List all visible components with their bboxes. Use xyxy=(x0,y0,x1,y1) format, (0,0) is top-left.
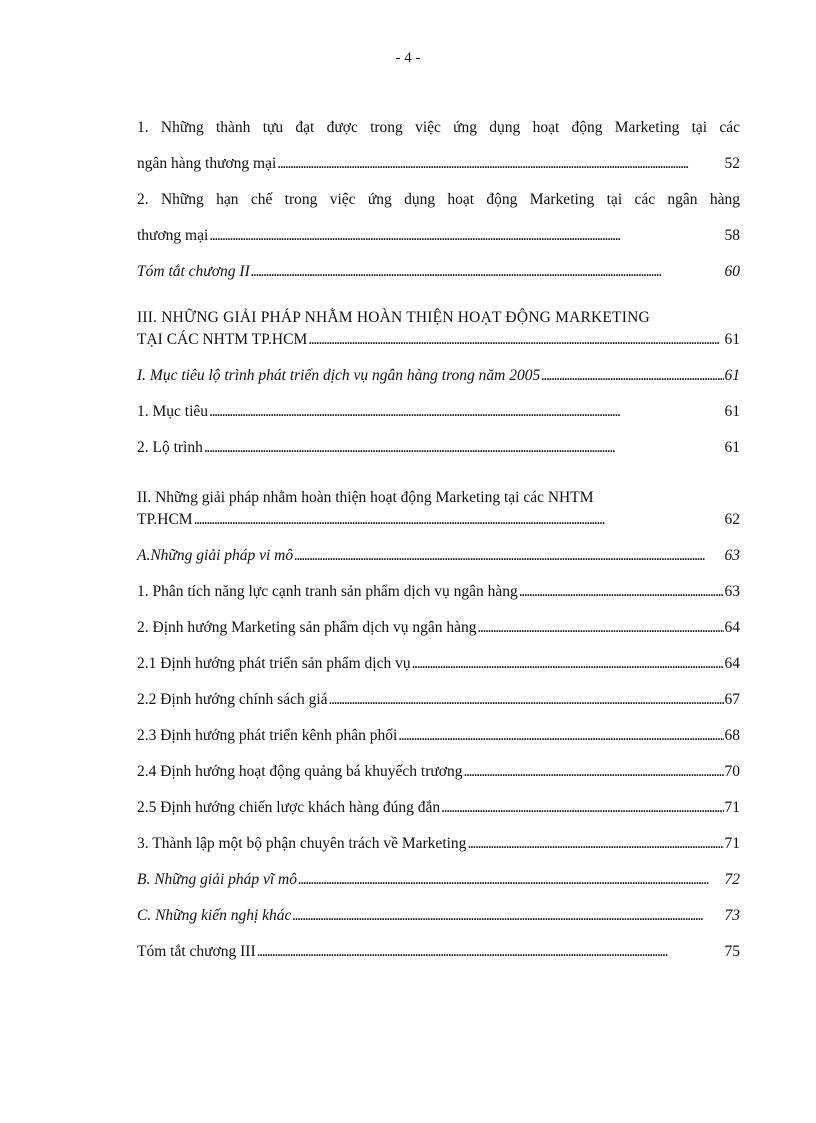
dot-leader xyxy=(477,618,723,638)
toc-entry[interactable] xyxy=(137,366,740,402)
toc-entry-line: 1. Những thành tựu đạt được trong việc ứng dụng hoạt động Marketing tại các xyxy=(137,119,740,136)
toc-entry-label: TẠI CÁC NHTM TP.HCM xyxy=(137,331,308,348)
toc-entry[interactable] xyxy=(137,618,740,654)
toc-entry-label: 2.5 Định hướng chiến lược khách hàng đúng đắn xyxy=(137,799,441,816)
toc-entry-line: 2. Những hạn chế trong việc ứng dụng hoạt động Marketing tại các ngân hàng xyxy=(137,191,740,208)
dot-leader xyxy=(257,942,724,962)
dot-leader xyxy=(412,654,724,674)
toc-entry xyxy=(137,510,740,546)
toc-page-number: 71 xyxy=(724,799,740,816)
toc-entry-label: I. Mục tiêu lộ trình phát triển dịch vụ ngân hàng trong năm 2005 xyxy=(137,367,541,384)
toc-page-number: 73 xyxy=(724,907,740,924)
toc-entry[interactable] xyxy=(137,154,740,190)
toc-entry-label: B. Những giải pháp vĩ mô xyxy=(137,871,298,888)
toc-entry-label: thương mại xyxy=(137,227,209,244)
toc-page-number: 63 xyxy=(724,583,740,600)
toc-entry[interactable] xyxy=(137,402,740,438)
toc-section-heading[interactable] xyxy=(137,488,740,546)
toc-entry-label: 1. Mục tiêu xyxy=(137,403,209,420)
toc-page-number: 71 xyxy=(724,835,740,852)
toc-entry-label: 1. Phân tích năng lực cạnh tranh sản phẩm dịch vụ ngân hàng xyxy=(137,583,518,600)
dot-leader xyxy=(467,834,723,854)
toc-entry[interactable] xyxy=(137,942,740,978)
toc-page-number: 64 xyxy=(724,619,740,636)
toc-entry-line: III. NHỮNG GIẢI PHÁP NHẰM HOÀN THIỆN HOẠT ĐỘNG MARKETING xyxy=(137,309,650,326)
toc-entry-line: II. Những giải pháp nhằm hoàn thiện hoạt động Marketing tại các NHTM xyxy=(137,489,594,506)
toc-entry-label: 2.1 Định hướng phát triển sản phẩm dịch vụ xyxy=(137,655,411,672)
dot-leader xyxy=(204,438,724,458)
toc-entry-label: 2.2 Định hướng chính sách giá xyxy=(137,691,328,708)
toc-entry[interactable] xyxy=(137,262,740,298)
toc-page-number: 61 xyxy=(724,403,740,420)
toc-entry-label: A.Những giải pháp vi mô xyxy=(137,547,294,564)
toc-page-number: 62 xyxy=(724,511,740,528)
toc-page-number: 58 xyxy=(724,227,740,244)
dot-leader xyxy=(251,262,724,282)
toc-entry-label: 2. Lộ trình xyxy=(137,439,203,456)
toc-entry[interactable] xyxy=(137,798,740,834)
toc-entry[interactable] xyxy=(137,582,740,618)
toc-entry[interactable] xyxy=(137,834,740,870)
toc-entry-label: 2.3 Định hướng phát triển kênh phân phối xyxy=(137,727,398,744)
dot-leader xyxy=(292,906,723,926)
toc-page-number: 61 xyxy=(724,439,740,456)
toc-page-number: 61 xyxy=(724,331,740,348)
toc-page-number: 61 xyxy=(724,367,740,384)
dot-leader xyxy=(541,366,723,386)
toc-entry-label: TP.HCM xyxy=(137,511,193,528)
dot-leader xyxy=(209,226,723,246)
toc-page-number: 52 xyxy=(724,155,740,172)
toc-page-number: 67 xyxy=(724,691,740,708)
dot-leader xyxy=(194,510,724,530)
page-number: - 4 - xyxy=(395,50,421,66)
toc-page-number: 60 xyxy=(724,263,740,280)
toc-chapter-heading[interactable] xyxy=(137,308,740,366)
toc-entry-label: Tóm tắt chương III xyxy=(137,943,256,960)
toc-entry-label: Tóm tắt chương II xyxy=(137,263,250,280)
toc-page-number: 75 xyxy=(724,943,740,960)
toc-entry[interactable] xyxy=(137,870,740,906)
dot-leader xyxy=(209,402,723,422)
toc-entry[interactable] xyxy=(137,726,740,762)
dot-leader xyxy=(298,870,723,890)
toc-entry[interactable] xyxy=(137,438,740,474)
toc-entry-label: 3. Thành lập một bộ phận chuyên trách về Marketing xyxy=(137,835,467,852)
toc-entry[interactable] xyxy=(137,654,740,690)
toc-entry[interactable] xyxy=(137,690,740,726)
toc-page-number: 64 xyxy=(724,655,740,672)
dot-leader xyxy=(441,798,723,818)
dot-leader xyxy=(329,690,724,710)
dot-leader xyxy=(308,330,723,350)
toc-page-number: 68 xyxy=(724,727,740,744)
toc-entry-label: 2.4 Định hướng hoạt động quảng bá khuyếch trương xyxy=(137,763,463,780)
dot-leader xyxy=(519,582,724,602)
toc-page-number: 70 xyxy=(724,763,740,780)
dot-leader xyxy=(277,154,723,174)
dot-leader xyxy=(464,762,724,782)
dot-leader xyxy=(398,726,723,746)
toc-entry[interactable] xyxy=(137,906,740,942)
toc-entry xyxy=(137,330,740,366)
toc-page-number: 72 xyxy=(724,871,740,888)
toc-entry-label: ngân hàng thương mại xyxy=(137,155,277,172)
toc-entry[interactable] xyxy=(137,762,740,798)
toc-entry[interactable] xyxy=(137,226,740,262)
toc-page-number: 63 xyxy=(724,547,740,564)
dot-leader xyxy=(294,546,723,566)
table-of-contents xyxy=(137,118,740,978)
toc-entry[interactable] xyxy=(137,546,740,582)
toc-entry-label: C. Những kiến nghị khác xyxy=(137,907,292,924)
toc-entry-label: 2. Định hướng Marketing sản phẩm dịch vụ ngân hàng xyxy=(137,619,477,636)
